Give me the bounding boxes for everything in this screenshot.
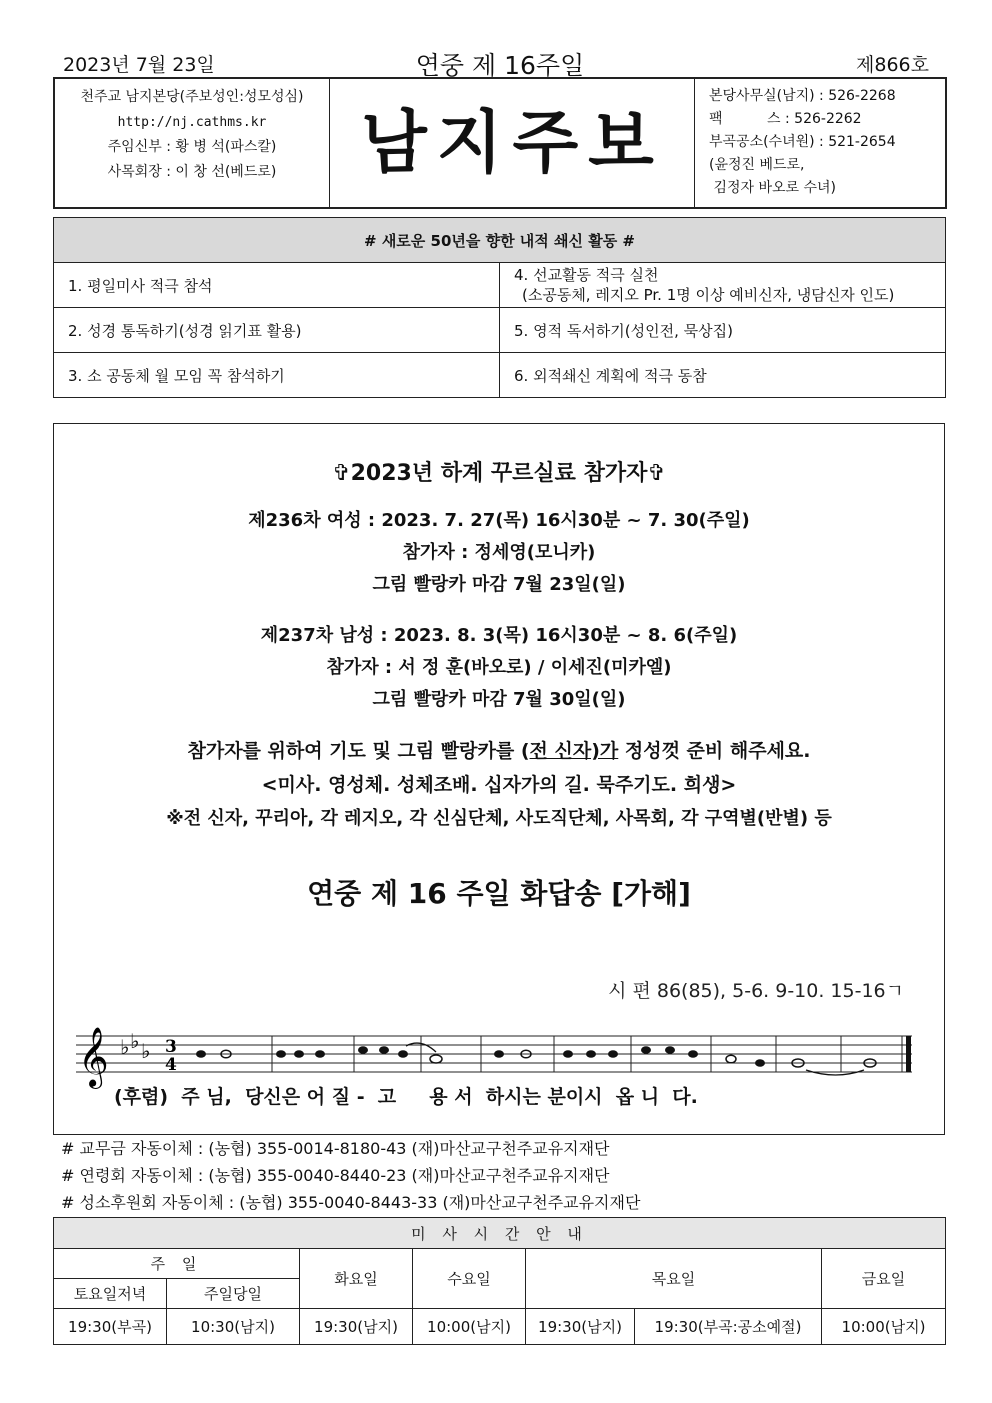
auto-transfer-accounts <box>53 1135 945 1216</box>
psalm-reference: 시 편 86(85), 5-6. 9-10. 15-16ㄱ <box>608 980 904 1002</box>
masthead <box>53 77 947 209</box>
issue-date: 2023년 7월 23일 <box>63 54 215 76</box>
pastor: 주임신부 : 황 병 석(파스칼) <box>107 139 277 155</box>
svg-text:♭: ♭ <box>120 1035 130 1059</box>
psalm-title: 연중 제 16 주일 화답송 [가해] <box>307 877 691 910</box>
prayer-request-post: 정성껏 준비 해주세요. <box>618 740 811 762</box>
prayer-request <box>54 736 944 763</box>
contact-bugok: 부곡공소(수녀원) : 521-2654 <box>709 134 896 150</box>
prayer-request-underlined: 전 신자)가 <box>529 740 619 762</box>
wednesday-header: 수요일 <box>413 1249 526 1309</box>
svg-text:4: 4 <box>165 1055 177 1075</box>
svg-text:3: 3 <box>165 1037 177 1057</box>
svg-text:𝄞: 𝄞 <box>78 1027 109 1087</box>
contact-office: 본당사무실(남지) : 526-2268 <box>709 88 896 104</box>
psalm-lyrics: (후렴) 주 님, 당신은 어 질 - 고 용 서 하시는 분이시 옵 니 다. <box>114 1086 698 1108</box>
thursday-header: 목요일 <box>526 1249 822 1309</box>
account-tithe: # 교무금 자동이체 : (농협) 355-0014-8180-43 (재)마산교구천주교유지재단 <box>61 1139 610 1158</box>
parish-name: 천주교 남지본당(주보성인:성모성심) <box>80 89 304 105</box>
music-staff <box>76 1024 926 1089</box>
top-line <box>55 46 945 80</box>
sunday-day-header: 주일당일 <box>167 1279 300 1309</box>
activity-4 <box>500 263 946 308</box>
main-content-box <box>53 423 945 1135</box>
account-vocation: # 성소후원회 자동이체 : (농협) 355-0040-8443-33 (재)마산교구천주교유지재단 <box>61 1193 641 1212</box>
men-session: 제237차 남성 : 2023. 8. 3(목) 16시30분 ~ 8. 6(주일) <box>260 625 738 646</box>
mass-schedule-table <box>53 1217 946 1345</box>
mass-schedule-title: 미 사 시 간 안 내 <box>54 1218 946 1249</box>
women-session: 제236차 여성 : 2023. 7. 27(목) 16시30분 ~ 7. 30(주일) <box>248 510 750 531</box>
contact-note-2: 김정자 바오로 수녀) <box>709 180 837 196</box>
parish-url[interactable]: http://nj.cathms.kr <box>117 115 267 130</box>
tuesday-header: 화요일 <box>300 1249 413 1309</box>
women-participants: 참가자 : 정세영(모니카) <box>402 542 596 563</box>
prayer-list: <미사. 영성체. 성체조배. 십자가의 길. 묵주기도. 희생> <box>261 774 737 796</box>
renewal-activities-table <box>53 217 946 398</box>
men-participants: 참가자 : 서 정 훈(바오로) / 이세진(미카엘) <box>326 657 672 678</box>
contact-note-1: (윤정진 베드로, <box>709 157 805 173</box>
activity-2: 2. 성경 통독하기(성경 읽기표 활용) <box>54 308 500 353</box>
contact-info <box>695 79 945 207</box>
cursillo-title: ✞2023년 하계 꾸르실료 참가자✞ <box>332 461 666 486</box>
bulletin-name: 남지주보 <box>331 79 695 207</box>
saturday-evening-header: 토요일저녁 <box>54 1279 167 1309</box>
women-deadline: 그림 빨랑카 마감 7월 23일(일) <box>372 574 626 595</box>
prayer-request-pre: 참가자를 위하여 기도 및 그림 빨랑카를 ( <box>187 740 530 762</box>
parish-info <box>55 79 330 207</box>
activity-6: 6. 외적쇄신 계획에 적극 동참 <box>500 353 946 398</box>
activity-4-title: 4. 선교활동 적극 실천 <box>514 266 659 284</box>
activity-1: 1. 평일미사 적극 참석 <box>54 263 500 308</box>
time-wednesday: 10:00(남지) <box>413 1309 526 1345</box>
issue-number: 제866호 <box>856 54 929 76</box>
time-thursday-1: 19:30(남지) <box>526 1309 635 1345</box>
council-president: 사목회장 : 이 창 선(베드로) <box>107 164 277 180</box>
time-saturday: 19:30(부곡) <box>54 1309 167 1345</box>
svg-text:♭: ♭ <box>130 1029 140 1053</box>
activity-4-detail: (소공동체, 레지오 Pr. 1명 이상 예비신자, 냉담신자 인도) <box>522 286 895 304</box>
time-tuesday: 19:30(남지) <box>300 1309 413 1345</box>
time-friday: 10:00(남지) <box>822 1309 946 1345</box>
sunday-title: 연중 제 16주일 <box>415 51 585 80</box>
activities-title: # 새로운 50년을 향한 내적 쇄신 활동 # <box>54 218 946 263</box>
contact-fax: 팩 스 : 526-2262 <box>709 111 862 127</box>
time-thursday-2: 19:30(부곡:공소예절) <box>635 1309 822 1345</box>
activity-5: 5. 영적 독서하기(성인전, 묵상집) <box>500 308 946 353</box>
men-deadline: 그림 빨랑카 마감 7월 30일(일) <box>372 689 626 710</box>
friday-header: 금요일 <box>822 1249 946 1309</box>
account-funeral: # 연령회 자동이체 : (농협) 355-0040-8440-23 (재)마산교구천주교유지재단 <box>61 1166 610 1185</box>
prayer-note: ※전 신자, 꾸리아, 각 레지오, 각 신심단체, 사도직단체, 사목회, 각 구역별(반별) 등 <box>166 808 832 829</box>
svg-text:♭: ♭ <box>141 1039 151 1063</box>
activity-3: 3. 소 공동체 월 모임 꼭 참석하기 <box>54 353 500 398</box>
sunday-header: 주 일 <box>54 1249 300 1279</box>
time-sunday: 10:30(남지) <box>167 1309 300 1345</box>
